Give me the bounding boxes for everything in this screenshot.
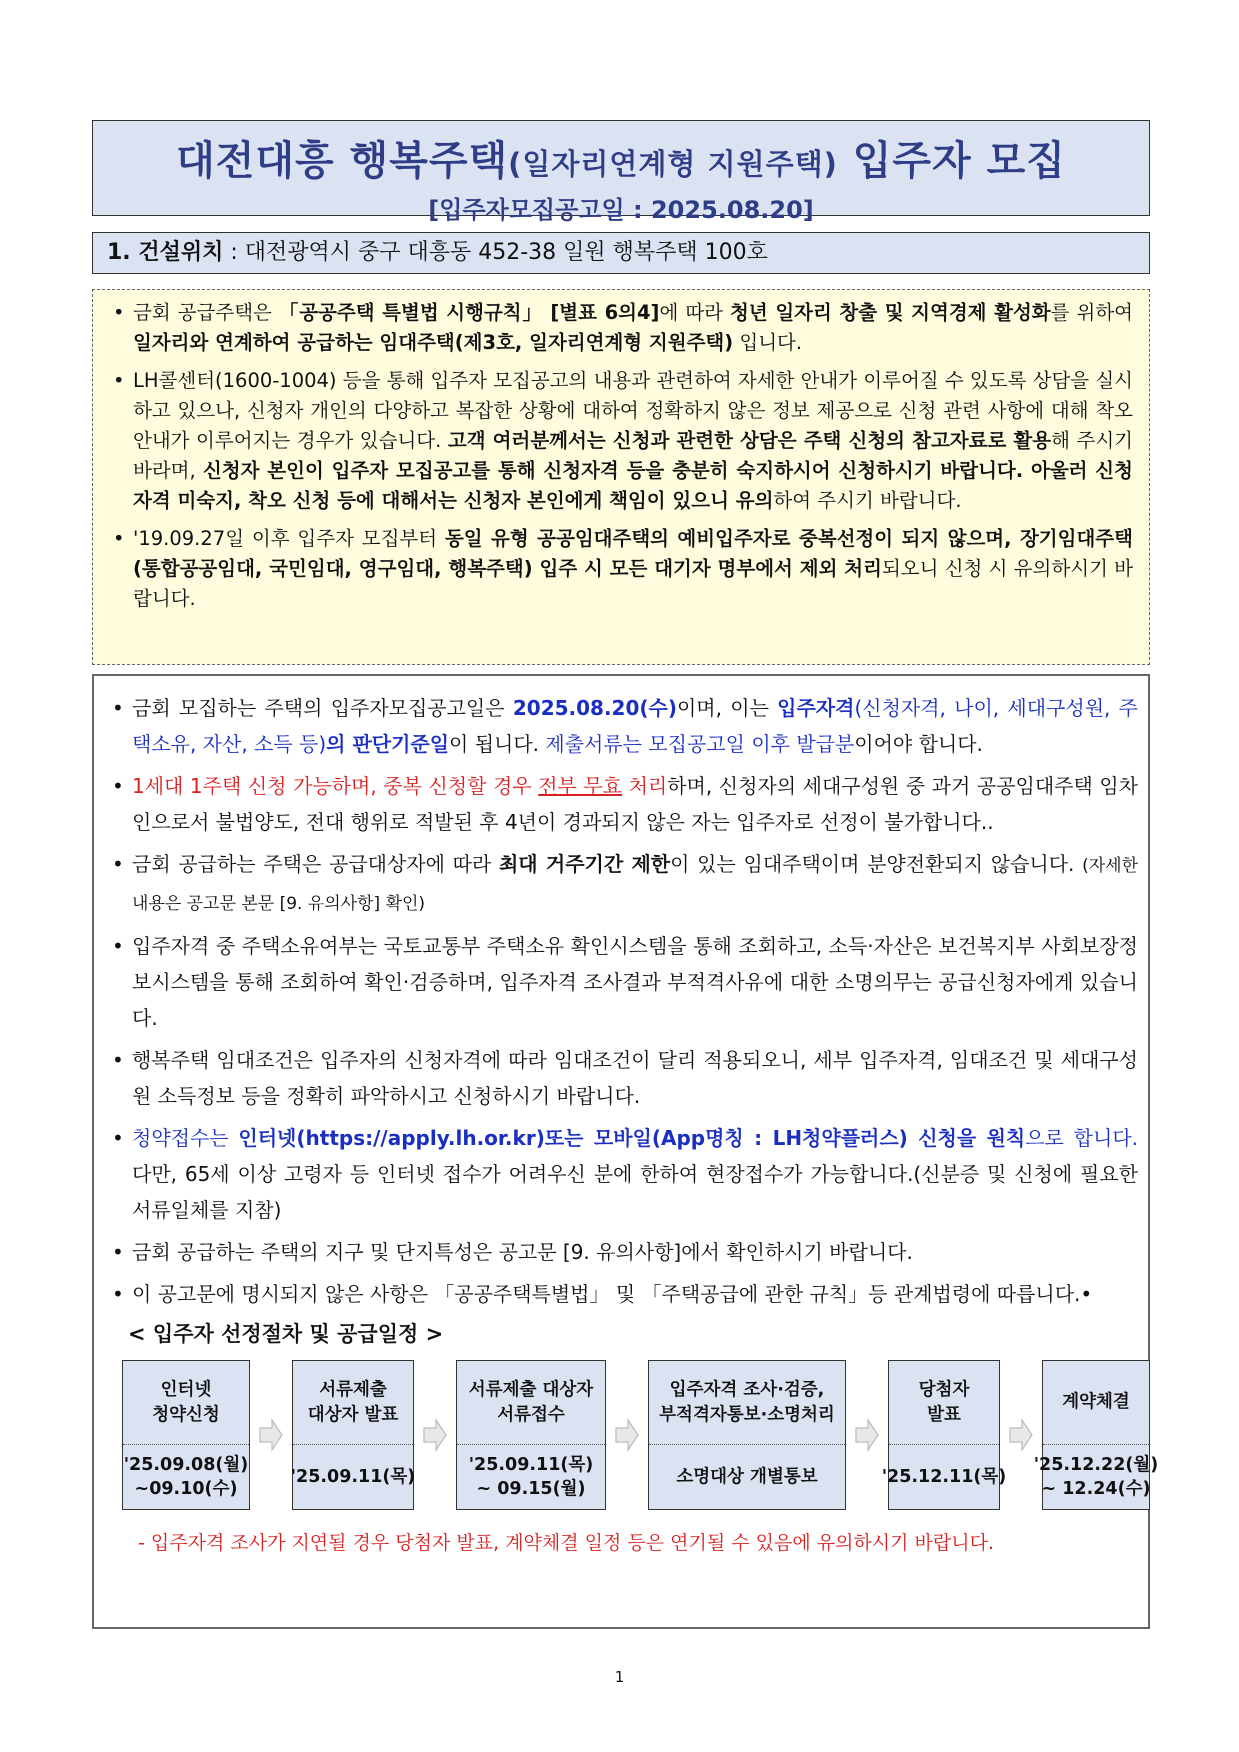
process-title: < 입주자 선정절차 및 공급일정 > (128, 1322, 444, 1346)
step-date: '25.09.08(월) ~09.10(수) (123, 1455, 249, 1499)
notice-item: • 행복주택 임대조건은 입주자의 신청자격에 따라 임대조건이 달리 적용되오니, 세부 입주자격, 임대조건 및 세대구성원 소득정보 등을 정확히 파악하시고 신청하시기 바랍니다. (108, 1042, 1138, 1114)
schedule-note: - 입주자격 조사가 지연될 경우 당첨자 발표, 계약체결 일정 등은 연기될 수 있음에 유의하시기 바랍니다. (138, 1532, 995, 1554)
arrow-right-icon (1008, 1418, 1034, 1452)
arrow-right-icon (614, 1418, 640, 1452)
step-date: 소명대상 개별통보 (676, 1467, 818, 1487)
location-box (92, 232, 1150, 274)
notice-item: • 금회 공급하는 주택은 공급대상자에 따라 최대 거주기간 제한이 있는 임대주택이며 분양전환되지 않습니다. (자세한 내용은 공고문 본문 [9. 유의사항] 확인) (108, 846, 1138, 922)
step-label: 입주자격 조사·검증, 부적격자통보·소명처리 (649, 1361, 845, 1445)
general-notice-box (92, 674, 1159, 1629)
step-label: 인터넷 청약신청 (123, 1361, 249, 1445)
arrow-right-icon (258, 1418, 284, 1452)
step-label: 당첨자 발표 (889, 1361, 999, 1445)
notice-item: • 금회 공급하는 주택의 지구 및 단지특성은 공고문 [9. 유의사항]에서 확인하시기 바랍니다. (108, 1234, 1138, 1270)
process-step (456, 1360, 606, 1510)
process-step (122, 1360, 250, 1510)
process-step (881, 1360, 1007, 1510)
key-notice-box (92, 289, 1150, 665)
notice-item: • 금회 공급주택은 「공공주택 특별법 시행규칙」 [별표 6의4]에 따라 청년 일자리 창출 및 지역경제 활성화를 위하여 일자리와 연계하여 공급하는 임대주택(제3호, 일자리연계형 지원주택) 입니다. (109, 298, 1133, 358)
process-flow (122, 1360, 1159, 1510)
arrow-right-icon (854, 1418, 880, 1452)
process-step (292, 1360, 414, 1510)
process-step (648, 1360, 846, 1510)
location-text: : 대전광역시 중구 대흥동 452-38 일원 행복주택 100호 (223, 240, 768, 265)
step-date: '25.09.11(목) ~ 09.15(월) (468, 1455, 594, 1499)
location-label: 1. 건설위치 (107, 240, 224, 265)
step-date: '25.12.22(월) ~ 12.24(수) (1033, 1455, 1159, 1499)
process-step (1033, 1360, 1159, 1510)
page-number: 1 (614, 1668, 625, 1686)
notice-item: • 1세대 1주택 신청 가능하며, 중복 신청할 경우 전부 무효 처리하며, 신청자의 세대구성원 중 과거 공공임대주택 임차인으로서 불법양도, 전대 행위로 적발된 후 4년이 경과되지 않은 자는 입주자로 선정이 불가합니다.. (108, 768, 1138, 840)
notice-item: • 청약접수는 인터넷(https://apply.lh.or.kr)또는 모바일(App명칭 : LH청약플러스) 신청을 원칙으로 합니다. 다만, 65세 이상 고령자 등 인터넷 접수가 어려우신 분에 한하여 현장접수가 가능합니다.(신분증 및 신청에 필요한 서류일체를 지참) (108, 1120, 1138, 1228)
step-label: 계약체결 (1043, 1361, 1149, 1445)
step-label: 서류제출 대상자 서류접수 (457, 1361, 605, 1445)
notice-item: • '19.09.27일 이후 입주자 모집부터 동일 유형 공공임대주택의 예비입주자로 중복선정이 되지 않으며, 장기임대주택(통합공공임대, 국민임대, 영구임대, 행복주택) 입주 시 모든 대기자 명부에서 제외 처리되오니 신청 시 유의하시기 바랍니다. (109, 524, 1133, 614)
step-date: '25.12.11(목) (881, 1467, 1007, 1487)
announcement-date: [입주자모집공고일 : 2025.08.20] (428, 196, 814, 224)
page-title: 대전대흥 행복주택(일자리연계형 지원주택) 입주자 모집 (176, 138, 1066, 184)
step-date: '25.09.11(목) (290, 1467, 416, 1487)
notice-item: • LH콜센터(1600-1004) 등을 통해 입주자 모집공고의 내용과 관련하여 자세한 안내가 이루어질 수 있도록 상담을 실시하고 있으나, 신청자 개인의 다양하고 복잡한 상황에 대하여 정확하지 않은 정보 제공으로 신청 관련 사항에 대해 착오 안내가 이루어지는 경우가 있습니다. 고객 여러분께서는 신청과 관련한 상담은 주택 신청의 참고자료로 활용해 주시기 바라며, 신청자 본인이 입주자 모집공고를 통해 신청자격 등을 충분히 숙지하시어 신청하시기 바랍니다. 아울러 신청자격 미숙지, 착오 신청 등에 대해서는 신청자 본인에게 책임이 있으니 유의하여 주시기 바랍니다. (109, 366, 1133, 516)
arrow-right-icon (422, 1418, 448, 1452)
title-box (92, 120, 1150, 224)
notice-item: • 금회 모집하는 주택의 입주자모집공고일은 2025.08.20(수)이며, 이는 입주자격(신청자격, 나이, 세대구성원, 주택소유, 자산, 소득 등)의 판단기준일이 됩니다. 제출서류는 모집공고일 이후 발급분이어야 합니다. (108, 690, 1138, 762)
notice-item: • 이 공고문에 명시되지 않은 사항은 「공공주택특별법」 및 「주택공급에 관한 규칙」등 관계법령에 따릅니다.• (108, 1276, 1138, 1312)
notice-item: • 입주자격 중 주택소유여부는 국토교통부 주택소유 확인시스템을 통해 조회하고, 소득·자산은 보건복지부 사회보장정보시스템을 통해 조회하여 확인·검증하며, 입주자격 조사결과 부적격사유에 대한 소명의무는 공급신청자에게 있습니다. (108, 928, 1138, 1036)
step-label: 서류제출 대상자 발표 (293, 1361, 413, 1445)
